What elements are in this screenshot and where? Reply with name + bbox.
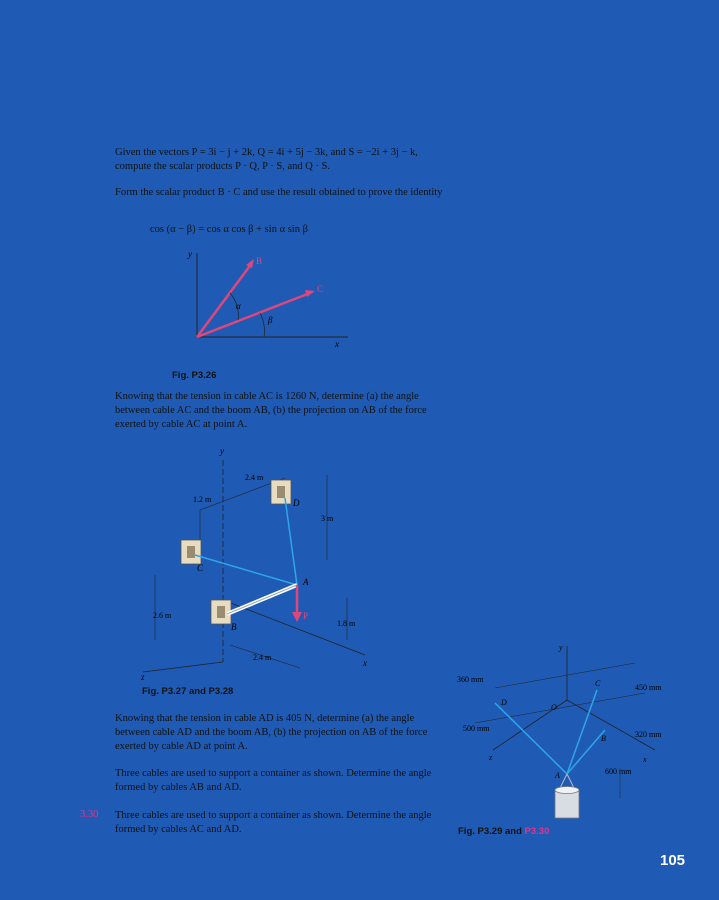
- force-p-arrowhead: [292, 612, 302, 622]
- vector-b-label: B: [256, 256, 263, 266]
- figure-p3-26: [170, 245, 360, 355]
- problem-3-29-text: Three cables are used to support a container as shown. Determine the angle formed by cables AB and AD.: [115, 768, 432, 793]
- figure-p3-29-caption-highlight: P3.30: [524, 826, 550, 837]
- problem-3-26-text: Form the scalar product B · C and use the result obtained to prove the identity: [115, 187, 443, 198]
- alpha-label: α: [236, 301, 241, 311]
- dim-label-450: 450 mm: [635, 683, 662, 692]
- dim-label-24-bottom: 2.4 m: [253, 653, 272, 662]
- beta-label: β: [268, 315, 273, 325]
- vector-b-arrowhead: [246, 259, 254, 268]
- problem-3-30-number: 3.30: [80, 809, 99, 820]
- figure-p3-29-caption: [458, 826, 549, 837]
- dim-label-500: 500 mm: [463, 724, 490, 733]
- y-axis-label: y: [220, 446, 224, 456]
- problem-3-30-text: Three cables are used to support a container as shown. Determine the angle formed by cables AC and AD.: [115, 810, 432, 835]
- vector-c-arrowhead: [305, 290, 315, 297]
- cable-ad: [285, 498, 297, 585]
- point-b-label: B: [601, 734, 606, 743]
- figure-p3-27-caption: Fig. P3.27 and P3.28: [142, 686, 234, 697]
- cable-ad: [495, 703, 567, 774]
- point-c-label: C: [595, 679, 601, 688]
- cable-ac: [195, 555, 297, 585]
- point-d-label: D: [501, 698, 507, 707]
- dim-label-3: 3 m: [321, 514, 334, 523]
- figure-p3-26-caption: Fig. P3.26: [172, 370, 217, 381]
- container: [555, 787, 579, 819]
- problem-3-28-text: Knowing that the tension in cable AD is 405 N, determine (a) the angle between cable AD and the boom AB, (b) the projection on AB of the force exerted by cable AD at point A.: [115, 713, 428, 752]
- bracket-c: [181, 540, 201, 564]
- boom-ab-edge: [227, 585, 297, 614]
- dim-label-24-top: 2.4 m: [245, 473, 264, 482]
- y-axis-label: y: [559, 643, 563, 652]
- point-c-label: C: [197, 563, 204, 573]
- force-p-label: P: [303, 611, 309, 621]
- problem-3-25-text: Given the vectors P = 3i − j + 2k, Q = 4i + 5j − 3k, and S = −2i + 3j − k, compute the scalar products P · Q, P · S, and Q · S.: [115, 147, 418, 172]
- bracket-d: [271, 480, 291, 504]
- problem-3-27-text: Knowing that the tension in cable AC is 1260 N, determine (a) the angle between cable AC and the boom AB, (b) the projection on AB of the force exerted by cable AC at point A.: [115, 391, 427, 430]
- y-axis-label: y: [188, 249, 192, 259]
- z-axis: [143, 662, 223, 672]
- dim-label-360: 360 mm: [457, 675, 484, 684]
- point-b-label: B: [231, 622, 237, 632]
- identity-equation: cos (α − β) = cos α cos β + sin α sin β: [150, 224, 308, 235]
- figure-p3-29: [455, 638, 685, 828]
- beta-arc: [260, 313, 265, 337]
- point-a-label: A: [555, 771, 560, 780]
- ceiling-line-1: [495, 663, 635, 688]
- figure-p3-29-caption-main: Fig. P3.29 and: [458, 826, 525, 837]
- x-axis-label: x: [335, 339, 339, 349]
- origin-label: O: [551, 703, 557, 712]
- page-number: 105: [660, 852, 686, 869]
- dim-label-320: 320 mm: [635, 730, 662, 739]
- x-axis: [567, 700, 655, 750]
- z-axis-label: z: [141, 672, 145, 682]
- dim-label-26: 2.6 m: [153, 611, 172, 620]
- dim-label-600: 600 mm: [605, 767, 632, 776]
- cable-ab: [567, 730, 605, 774]
- point-a-label: A: [303, 577, 309, 587]
- z-axis-label: z: [489, 753, 493, 762]
- vector-c-label: C: [317, 284, 324, 294]
- dim-label-12: 1.2 m: [193, 495, 212, 504]
- point-d-label: D: [293, 498, 300, 508]
- figure-p3-27: [135, 440, 385, 685]
- x-axis-label: x: [643, 755, 647, 764]
- dim-label-18: 1.8 m: [337, 619, 356, 628]
- x-axis-label: x: [363, 658, 367, 668]
